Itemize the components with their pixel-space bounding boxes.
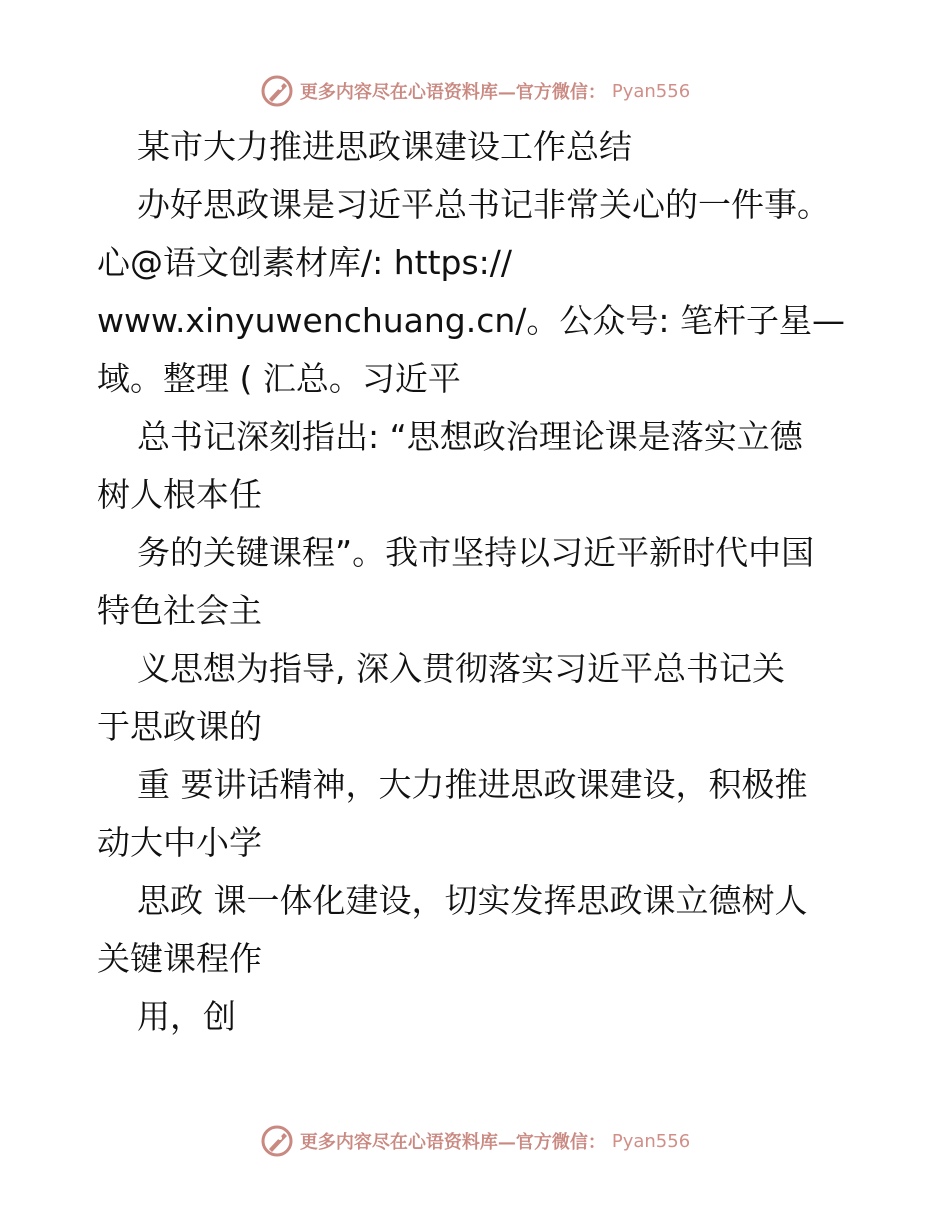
banner-wechat-id: Pyan556 xyxy=(611,80,691,102)
paragraph-line: 域。整理 ( 汇总。习近平 xyxy=(97,359,461,398)
banner-text: 更多内容尽在心语资料库—官方微信： xyxy=(299,1132,606,1153)
paragraph-line: 动大中小学 xyxy=(97,823,262,862)
banner-text: 更多内容尽在心语资料库—官方微信： xyxy=(299,82,606,103)
footer-watermark-banner xyxy=(0,1124,950,1158)
paragraph-line: 思政 课一体化建设，切实发挥思政课立德树人 xyxy=(137,881,808,920)
paragraph-line: 重 要讲话精神，大力推进思政课建设，积极推 xyxy=(137,765,808,804)
paragraph-line: www.xinyuwenchuang.cn/。公众号: 笔杆子星— xyxy=(97,301,846,340)
paragraph-line: 办好思政课是习近平总书记非常关心的一件事。 xyxy=(137,185,830,224)
paragraph-line: 用，创 xyxy=(137,997,236,1036)
paragraph-line: 树人根本任 xyxy=(97,475,262,514)
paragraph-line: 关键课程作 xyxy=(97,939,262,978)
paragraph-line: 务的关键课程”。我市坚持以习近平新时代中国 xyxy=(137,533,815,572)
quill-seal-logo-icon xyxy=(260,74,294,108)
paragraph-line: 于思政课的 xyxy=(97,707,262,746)
paragraph-line: 义思想为指导, 深入贯彻落实习近平总书记关 xyxy=(137,649,785,688)
banner-wechat-id: Pyan556 xyxy=(611,1130,691,1152)
header-watermark-banner xyxy=(0,74,950,108)
paragraph-line: 心@语文创素材库/: https:// xyxy=(97,243,513,282)
quill-seal-logo-icon xyxy=(260,1124,294,1158)
document-body xyxy=(97,118,857,1046)
paragraph-line: 特色社会主 xyxy=(97,591,262,630)
document-title: 某市大力推进思政课建设工作总结 xyxy=(137,127,632,166)
paragraph-line: 总书记深刻指出: “思想政治理论课是落实立德 xyxy=(137,417,803,456)
